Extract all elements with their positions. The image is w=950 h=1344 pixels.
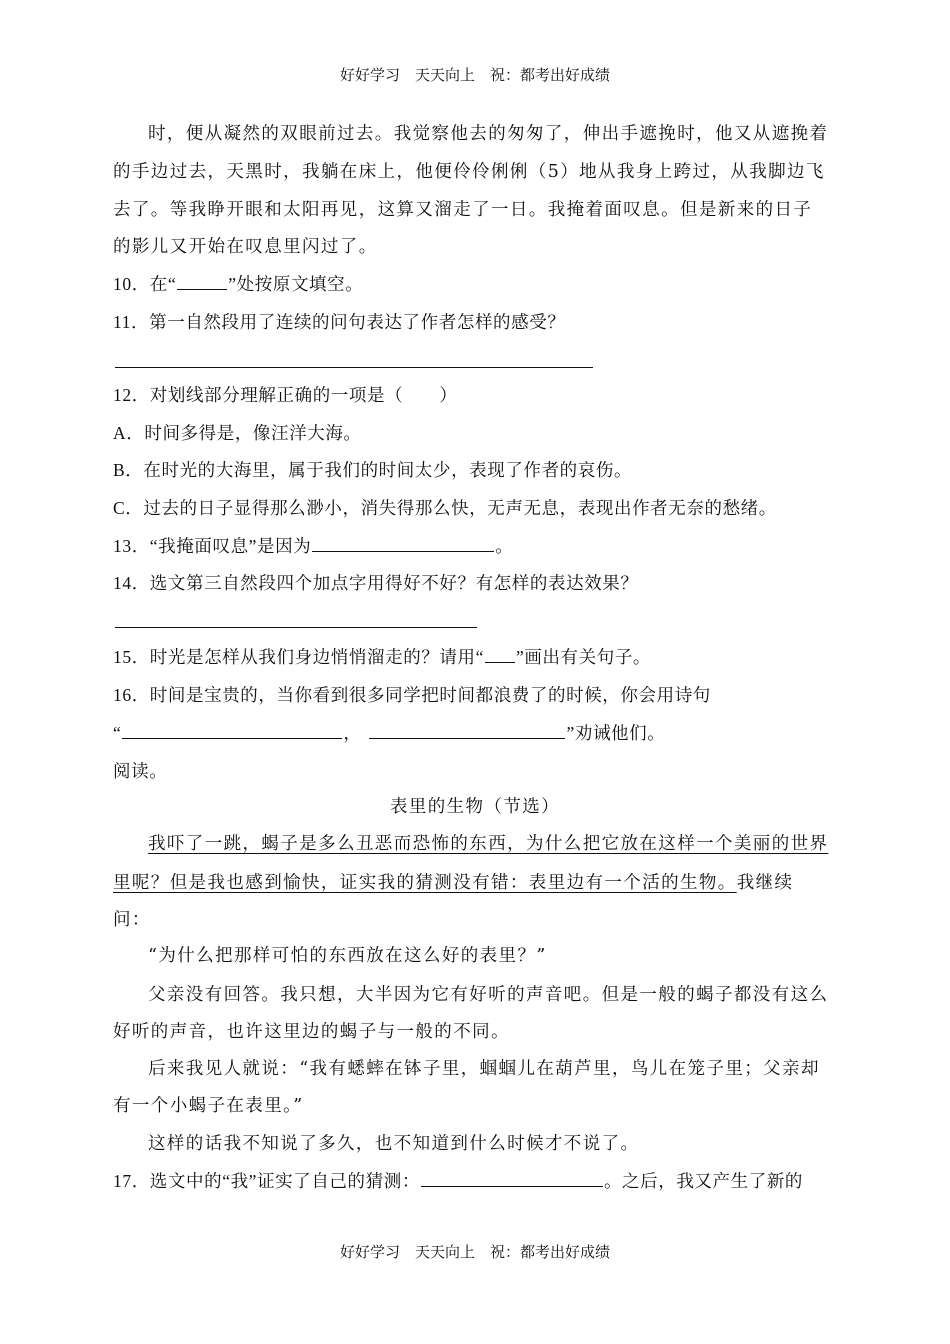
passage2-line: 这样的话我不知说了多久，也不知道到什么时候才不说了。 (148, 1134, 640, 1154)
passage2-line: 后来我见人就说：“我有蟋蟀在钵子里，蝈蝈儿在葫芦里，鸟儿在笼子里；父亲却 (148, 1059, 820, 1079)
q12-option-c: C．过去的日子显得那么渺小，消失得那么快，无声无息，表现出作者无奈的愁绪。 (113, 498, 777, 518)
q10-text: 10．在“ (113, 274, 177, 294)
q11-answer-line[interactable] (115, 367, 593, 368)
page-header: 好好学习 天天向上 祝：都考出好成绩 (339, 66, 610, 84)
q16-text: ”劝诫他们。 (566, 723, 666, 743)
passage2-underlined-line: 我吓了一跳，蝎子是多么丑恶而恐怖的东西，为什么把它放在这样一个美丽的世界 (148, 834, 829, 854)
question-16: 16．时间是宝贵的，当你看到很多同学把时间都浪费了的时候，你会用诗句 (113, 685, 711, 705)
question-13 (113, 534, 513, 558)
q16-answer-row (113, 721, 665, 745)
question-17 (113, 1169, 803, 1193)
q10-text: ”处按原文填空。 (228, 274, 364, 294)
passage1-line: 去了。等我睁开眼和太阳再见，这算又溜走了一日。我掩着面叹息。但是新来的日子 (113, 200, 813, 220)
passage2-line: 有一个小蝎子在表里。” (113, 1096, 304, 1116)
question-10 (113, 272, 363, 296)
q10-blank[interactable] (177, 272, 227, 290)
q17-text: 17．选文中的“我”证实了自己的猜测： (113, 1171, 420, 1191)
question-12: 12．对划线部分理解正确的一项是（ ） (113, 385, 458, 405)
q16-comma: ， (343, 723, 362, 743)
passage2-line: “为什么把那样可怕的东西放在这么好的表里？” (148, 946, 547, 966)
passage2-line: 好听的声音，也许这里边的蝎子与一般的不同。 (113, 1022, 510, 1042)
question-14: 14．选文第三自然段四个加点字用得好不好？有怎样的表达效果？ (113, 573, 639, 593)
q15-underline-sample (485, 645, 515, 663)
q12-option-b: B．在时光的大海里，属于我们的时间太少，表现了作者的哀伤。 (113, 460, 633, 480)
passage1-line: 的影儿又开始在叹息里闪过了。 (113, 237, 378, 257)
passage2-line: 问： (113, 910, 151, 930)
passage1-line: 的手边过去，天黑时，我躺在床上，他便伶伶俐俐（5）地从我身上跨过，从我脚边飞 (113, 162, 825, 182)
passage2-line (113, 871, 793, 895)
q16-blank-1[interactable] (122, 721, 342, 739)
passage2-title: 表里的生物（节选） (389, 797, 561, 817)
q13-text: 13．“我掩面叹息”是因为 (113, 536, 312, 556)
q13-blank[interactable] (312, 534, 494, 552)
q15-text: 15．时光是怎样从我们身边悄悄溜走的？请用“ (113, 647, 484, 667)
page-footer: 好好学习 天天向上 祝：都考出好成绩 (339, 1243, 610, 1261)
q12-option-a: A．时间多得是，像汪洋大海。 (113, 423, 362, 443)
question-15 (113, 645, 651, 669)
passage1-line: 时，便从凝然的双眼前过去。我觉察他去的匆匆了，伸出手遮挽时，他又从遮挽着 (148, 124, 829, 144)
passage2-line: 父亲没有回答。我只想，大半因为它有好听的声音吧。但是一般的蝎子都没有这么 (148, 985, 829, 1005)
reading-label: 阅读。 (113, 761, 168, 781)
q13-text: 。 (495, 536, 514, 556)
question-11: 11．第一自然段用了连续的问句表达了作者怎样的感受？ (113, 312, 566, 332)
q14-answer-line[interactable] (115, 627, 477, 628)
passage2-underlined-text: 里呢？但是我也感到愉快，证实我的猜测没有错：表里边有一个活的生物。 (113, 873, 737, 893)
passage2-text: 我继续 (736, 873, 794, 893)
q16-blank-2[interactable] (369, 721, 565, 739)
q17-blank[interactable] (421, 1169, 603, 1187)
q16-quote-open: “ (113, 723, 122, 743)
q17-text: 。之后，我又产生了新的 (603, 1171, 804, 1191)
q15-text: ”画出有关句子。 (515, 647, 652, 667)
